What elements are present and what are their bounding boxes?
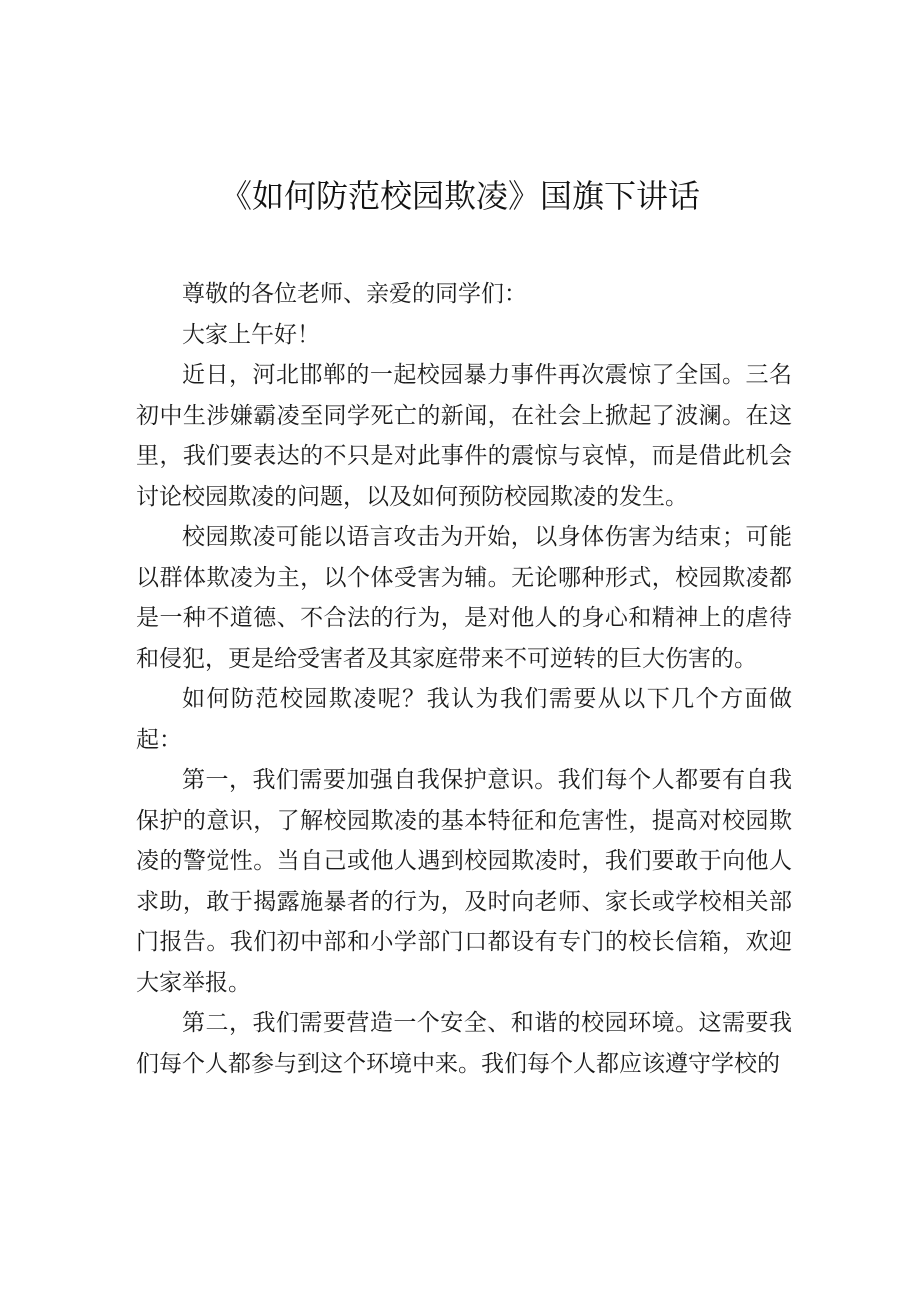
document-title: 《如何防范校园欺凌》国旗下讲话 xyxy=(219,177,700,215)
paragraph-first-point: 第一，我们需要加强自我保护意识。我们每个人都要有自我保护的意识，了解校园欺凌的基本特征和危害性，提高对校园欺凌的警觉性。当自己或他人遇到校园欺凌时，我们要敢于向他人求助，敢于揭露施暴者的行为，及时向老师、家长或学校相关部门报告。我们初中部和小学部门口都设有专门的校长信箱，欢迎大家举报。 xyxy=(136,767,792,996)
document-body xyxy=(136,274,792,1084)
paragraph-salutation: 大家上午好！ xyxy=(182,321,320,348)
paragraph-second-point: 第二，我们需要营造一个安全、和谐的校园环境。这需要我们每个人都参与到这个环境中来。我们每个人都应该遵守学校的 xyxy=(136,1010,792,1077)
paragraph-incident: 近日，河北邯郸的一起校园暴力事件再次震惊了全国。三名初中生涉嫌霸凌至同学死亡的新闻，在社会上掀起了波澜。在这里，我们要表达的不只是对此事件的震惊与哀悼，而是借此机会讨论校园欺凌的问题，以及如何预防校园欺凌的发生。 xyxy=(136,362,792,510)
paragraph-bullying-forms: 校园欺凌可能以语言攻击为开始，以身体伤害为结束；可能以群体欺凌为主，以个体受害为辅。无论哪种形式，校园欺凌都是一种不道德、不合法的行为，是对他人的身心和精神上的虐待和侵犯，更是给受害者及其家庭带来不可逆转的巨大伤害的。 xyxy=(136,524,792,672)
paragraph-how-to-prevent: 如何防范校园欺凌呢？我认为我们需要从以下几个方面做起： xyxy=(136,686,792,753)
paragraph-greeting: 尊敬的各位老师、亲爱的同学们： xyxy=(182,281,527,307)
